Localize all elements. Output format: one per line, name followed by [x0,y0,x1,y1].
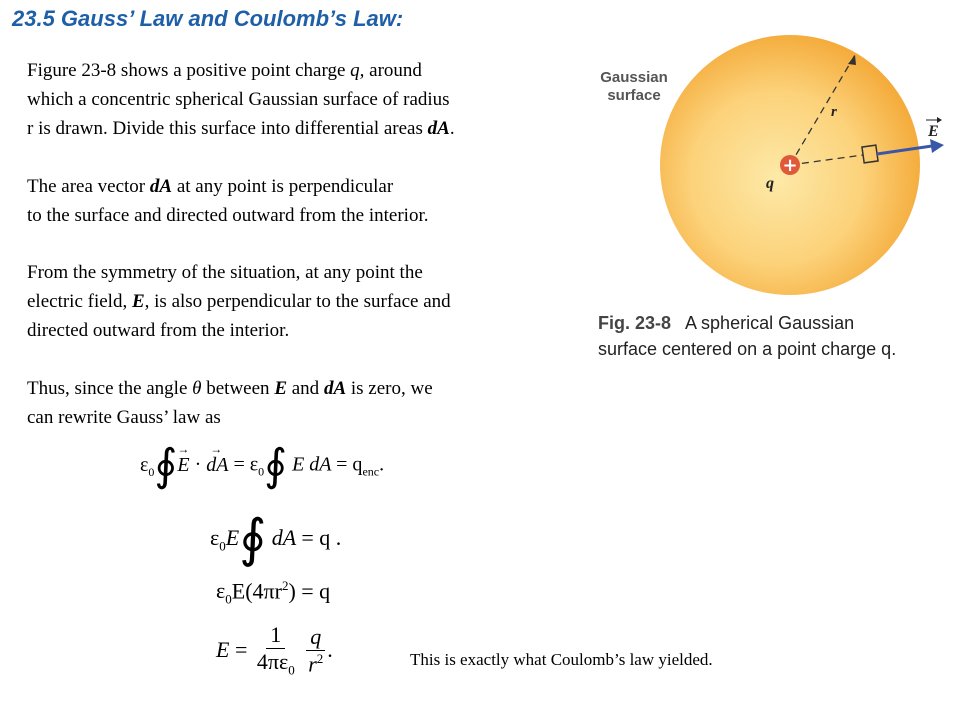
q-label: q [766,175,774,192]
eq3-rhs: ) = q [288,578,331,604]
text: Figure 23-8 shows a positive point charge [27,60,351,81]
text: r is drawn. Divide this surface into differential areas [27,118,428,139]
theta-symbol: θ [192,378,202,399]
text: between [201,378,275,399]
eq4-numerator: 1 [266,622,285,649]
text: which a concentric spherical Gaussian surface of radius [27,89,450,110]
caption-line1: A spherical Gaussian [685,313,855,333]
eq3-body: E(4πr [231,578,282,604]
eq4-denominator: 4πε [256,649,289,674]
text: . [449,118,455,139]
field-arrowhead [930,139,944,153]
text: directed outward from the interior. [27,320,290,341]
figure-caption [598,310,896,362]
paragraph-intro [27,56,587,143]
gaussian-sphere-figure [580,20,960,310]
equation-4: E = $\frac{1}{4\pi\varepsilon_0}$ $\frac{q}{r^2}$ . [216,622,333,678]
paragraph-gauss [27,374,587,432]
dA-symbol: dA [149,176,173,197]
equation-3: $\varepsilon_0E(4\pi r^2) = q$ [216,578,331,607]
text: The area vector [27,176,150,197]
E-symbol: E [274,378,287,399]
E-vector-bar-head [937,117,942,123]
dA-symbol: dA [323,378,347,399]
text: Thus, since the angle [27,378,193,399]
slide-title: 23.5 Gauss’ Law and Coulomb’s Law: [12,6,404,31]
charge-symbol: q, [350,60,365,81]
text: and [287,378,324,399]
eq4-numerator-q: q [306,624,325,651]
equation-gauss-law: $\varepsilon_0∮E$ → · dA → = $\varepsilon_0∮$ E dA = $q_{enc}$. [140,441,385,490]
plus-sign: + [782,155,798,176]
E-symbol: E [131,291,145,312]
eq1-sub: enc [362,464,380,479]
E-label: E [928,123,939,140]
text: From the symmetry of the situation, at any point the [27,262,423,283]
text: , is also perpendicular to the surface and [144,291,451,312]
equation-2: $\varepsilon_0E∮$ dA = q . [210,511,342,568]
eq2-rhs: = q . [301,525,342,551]
text: is zero, we [346,378,433,399]
paragraph-symmetry [27,258,587,345]
caption-label: Fig. 23-8 [598,313,672,333]
caption-line2: surface centered on a point charge q. [598,339,897,359]
gaussian-label-line1: Gaussian [600,69,668,86]
coulomb-note: This is exactly what Coulomb’s law yielded. [410,650,713,669]
paragraph-area-vector [27,172,587,230]
text: can rewrite Gauss’ law as [27,407,221,428]
text: electric field, [27,291,132,312]
eq4-denominator-r: r [308,650,317,676]
eq1-rhs: = q [336,453,363,476]
r-label: r [831,104,837,120]
text: to the surface and directed outward from the interior. [27,205,429,226]
text: at any point is perpendicular [172,176,394,197]
gaussian-label-line2: surface [607,87,661,104]
dA-symbol: dA [427,118,450,139]
text: around [364,60,422,81]
